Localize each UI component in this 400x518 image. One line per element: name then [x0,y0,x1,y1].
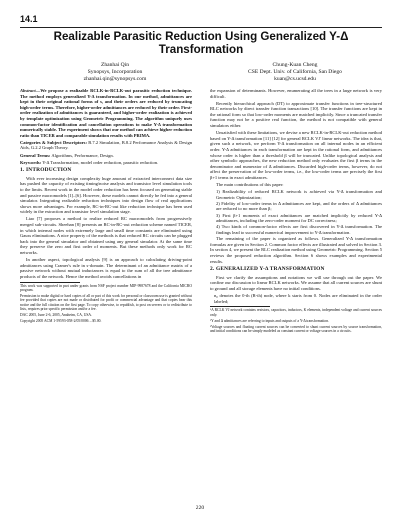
author-name: Chung-Kuan Cheng [272,62,318,68]
footnote-rule [20,282,80,283]
author-name: Zhanhai Qin [100,62,130,68]
categories-text: B.7.2 Simulation, B.8.2 Performance Analysis & Design Aids, G.2.2 Graph Theory. [20,139,193,151]
categories [20,140,192,151]
keywords-text: Y-Δ Transformation, model order reduction, parasitic reduction. [42,159,159,165]
terms-label: General Terms: [20,152,51,158]
categories-label: Categories & Subject Descriptors: [20,139,87,145]
title-line: Realizable Parasitic Reduction Using Generalized Y-Δ [53,30,349,43]
author-affiliation: Synopsys, Incorporation [87,69,143,75]
page-number: 220 [195,505,205,511]
general-terms [20,153,192,159]
section-heading-2: 2. GENERALIZED Y-Δ TRANSFORMATION [210,266,325,273]
keywords-label: Keywords: [20,159,42,165]
author-email: zhanhai.qin@synopsys.com [83,76,147,82]
footnote: ²Y and Δ admittances are referring to inputs and outputs of a Y-Δ transformation. [210,318,330,323]
abstract [20,88,192,138]
footnote: ³Voltage sources and floating current sources can be converted to shunt current sources by source transformation, and initial conditions can be simply modeled as constant current or voltage sources in a circuits. [210,324,382,333]
list-item: n₀ denotes the 0-th (R-th) node, where k starts from 0. Nodes are eliminated in the order labeled; [214,293,382,304]
body-paragraph: Unsatisfied with these limitations, we devise a new RCLK-in-RCLK-out reduction method based on Y-Δ transformation [11] [12] for general RCLK VJ' linear networks. The idea is that, given such a network, we perform Y-Δ transformation on all internal nodes in an efficient order. Y-Δ admittances in each transformation are kept in the rational form, and admittances whose order is higher than a threshold β will be truncated. Unlike topological analysis and other symbolic approaches, the new reduction method only evaluates the first β terms in the denominator and numerator of Δ admittances. Discarded high-order terms, however, do not affect the preservation of the low-order terms, i.e., the low-order terms are precisely the first β+1 terms in exact admittances. [210,130,382,180]
intro-paragraph: In another aspect, topological analysis [9] is an approach to calculating driving-point admittances using Cramer's rule in s-domain. The determinant of an admittance matrix of a passive network without mutual inductances is equal to the sum of all the tree admittance products of the network. Hence the method avoids cancellations in [20,257,192,279]
abstract-heading: Abstract— [20,88,41,93]
funding-footnote: This work was supported in part under grants from NSF project number MIP-9987678 and the California MICRO program. [20,283,192,292]
section-heading-introduction: 1. INTRODUCTION [20,167,72,174]
title-line: Transformation [158,43,244,56]
contribution-list [216,189,382,236]
right-column [210,88,382,335]
list-item: 1) Realizability of reduced RCLK network is achieved via Y-Δ transformation and Geometric Optimization; [216,189,382,200]
conference-info: DAC 2005, June 2-6, 2005, Anaheim, CA, USA. [20,313,93,318]
body-paragraph: Recently hierarchical approach (DT) to approximate transfer functions in tree-structured RLC networks by direct transfer function transactions [10]. The transfer functions are kept in the rational form so that low-order moments are matched implicitly. Since a truncated transfer function may not be a positive real function, the method is not compatible with general simulators either. [210,100,382,129]
notation-list [210,293,382,304]
author-block [40,62,190,83]
intro-paragraph: Liao [7] proposes a method to realize reduced RC macromodels from progressively merged sub-circuits. Sheehan [8] presents an RC-in-RC-out reduction scheme named TICER, in which internal nodes with extremely large and small time constants are eliminated using Gauss eliminations. A nice property of the methods is that reduced RC circuits can be plugged back into the general simulator and obtained using any general simulator. At the same time they preserve the zero and first order of moments. But these methods only work for RC networks. [20,216,192,256]
list-item: 2) Fidelity of low-order terms in Δ admittances are kept, and the orders of Δ admittances are reduced to no more than β; [216,200,382,212]
author-affiliation: CSE Dept. Univ. of California, San Diego [248,69,342,75]
body-paragraph: The main contributions of this paper: [216,182,284,187]
footnote-rule [210,306,270,307]
paper-title [20,30,382,56]
author-email: kuan@cs.ucsd.edu [274,76,316,82]
header-rule [20,27,382,28]
left-column [20,88,192,325]
intro-paragraph: With ever increasing design complexity huge amount of extracted interconnect data size has pushed the capacity of existing timing/noise analysis and transistor level simulation tools to the limits. Recent work in the model order reduction has been focused on generating stable and passive macromodels [1]–[6]. However, these models cannot directly be fed into a general simulator. Integrating realizable reduction techniques into design flow of real applications shows more advantages. For example, RC-in-RC-out like reduction technique has been used widely in the extraction and transistor level simulation stage. [20,175,192,215]
session-number: 14.1 [20,14,38,24]
permission-notice: Permission to make digital or hard copies of all or part of this work for personal or classroom use is granted without fee provided that copies are not made or distributed for profit or commercial advantage and that copies bear this notice and the full citation on the first page. To copy otherwise, to republish, to post on servers or to redistribute to lists, requires prior specific permission and/or a fee. [20,293,192,312]
copyright-notice: Copyright 2005 ACM 1-59593-058-2/05/0006 ...$5.00. [20,318,102,323]
author-block [220,62,370,83]
list-item: 4) Two kinds of common-factor effects are first discovered in Y-Δ transformation. The findings lead to successful numerical improvement to Y-Δ transformation. [216,224,382,236]
keywords [20,160,192,166]
body-paragraph: First we clarify the assumptions and notations we will use through out the paper. We confine our discussion to linear RCLK networks. We assume that all current sources are shunt to ground and all storage elements have no initial conditions. [210,274,382,291]
abstract-text: We propose a realizable RCLK-in-RCLK-out parasitic reduction technique. The method employs generalized Y-Δ transformation. In our method, admittances are kept in their original rational forms of s, and their orders are reduced by truncating high-order terms. Therefore, higher-order admittances are reduced by their order. First-order realization of admittances is guaranteed, and higher-order realization is achieved by template optimization using Geometric Programming. The algorithm uniquely uses common-factor identification and cancellation operations to make Y-Δ transformation numerically stable. The experiment shows that our method can achieve higher reduction ratio than TICER and comparable simulation results with PRIMA. [20,88,192,138]
body-paragraph: The remaining of the paper is organized as follows. Generalized Y-Δ transformation formulas are given in Section 2. Common factor effects are illustrated and solved in Section 3. In section 4, we present the RLC realization method using Geometric Programming. Section 5 reviews the proposed reduction algorithm. Section 6 shows examples and experimental results. [210,236,382,264]
footnote: ¹A RCLK VJ network contains resistors, capacitors, inductors, K elements, independent voltage and current sources only. [210,308,382,317]
terms-text: Algorithms, Performance, Design. [51,152,114,158]
list-item: 3) First β+1 moments of exact admittances are matched implicitly by reduced Y-Δ admittances, including the zero-order moment for DC correctness; [216,212,382,224]
body-paragraph: the expansion of determinants. However, enumerating all the trees in a large network is very difficult. [210,88,382,99]
